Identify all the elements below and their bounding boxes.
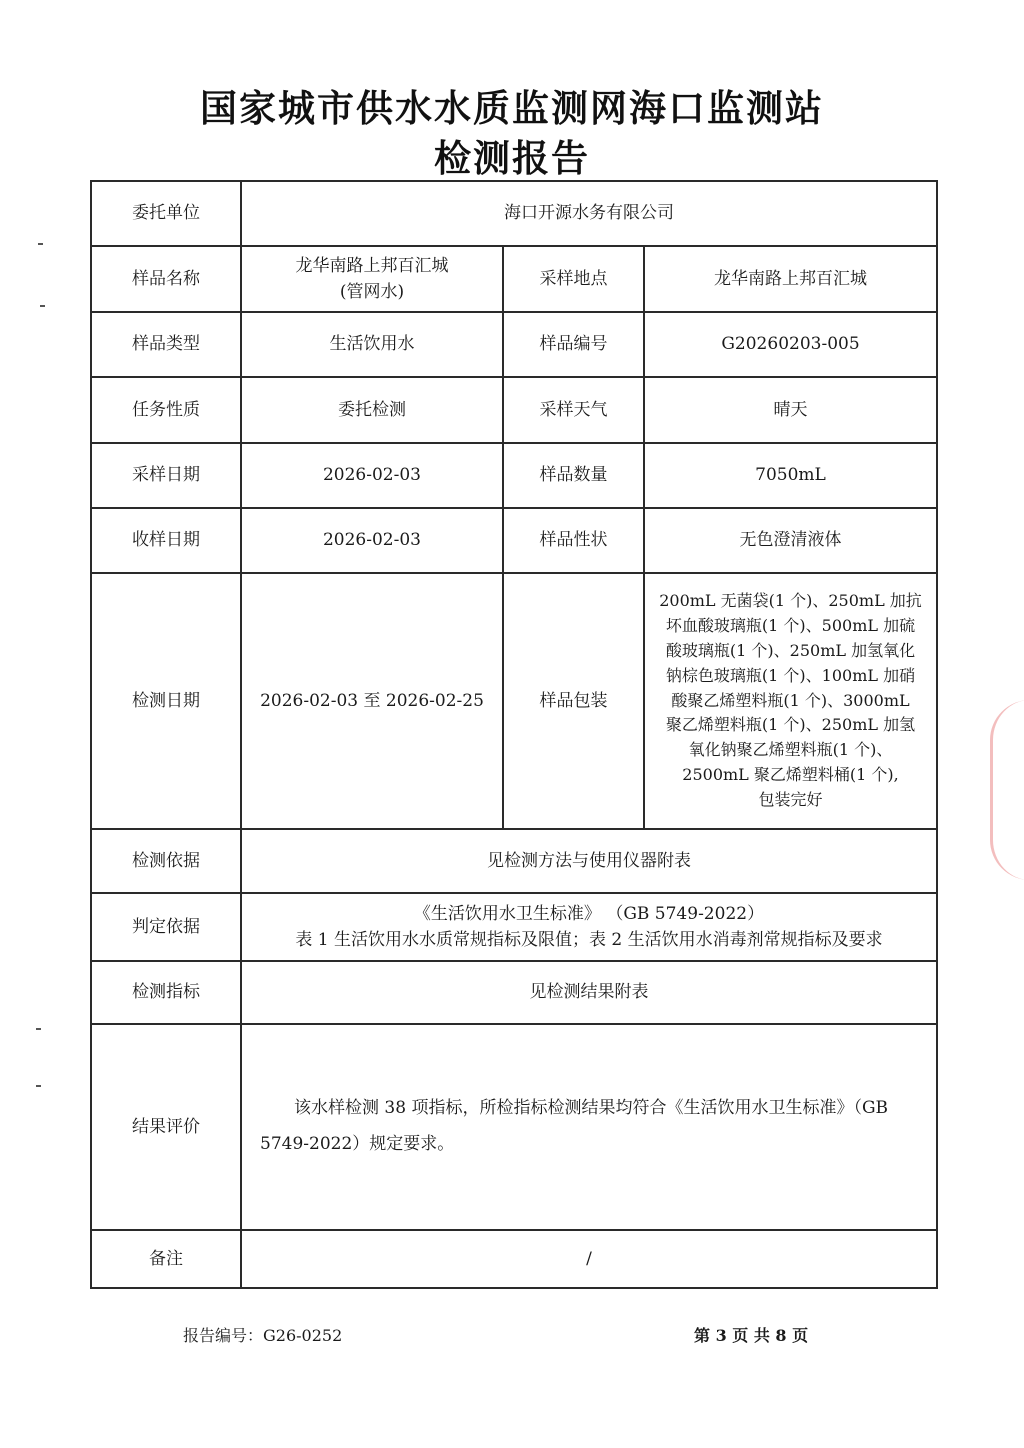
table-row [91, 377, 937, 443]
appearance-value: 无色澄清液体 [644, 508, 937, 573]
appearance-label: 样品性状 [503, 508, 644, 573]
sample-no-label: 样品编号 [503, 312, 644, 377]
scan-mark [40, 305, 45, 307]
report-title-line2: 检测报告 [434, 137, 590, 180]
report-number: 报告编号：G26-0252 [183, 1326, 343, 1345]
seal-stamp [990, 700, 1024, 880]
weather-value: 晴天 [644, 377, 937, 443]
indicators-value: 见检测结果附表 [241, 961, 937, 1024]
sample-type-label: 样品类型 [91, 312, 241, 377]
table-row [91, 508, 937, 573]
scan-mark [38, 243, 43, 245]
receipt-date-value: 2026-02-03 [241, 508, 503, 573]
page-indicator: 第 3 页 共 8 页 [694, 1326, 809, 1345]
sample-name-label: 样品名称 [91, 246, 241, 312]
evaluation-value: 该水样检测 38 项指标，所检指标检测结果均符合《生活饮用水卫生标准》（GB 5749-2022）规定要求。 [241, 1024, 937, 1230]
evaluation-label: 结果评价 [91, 1024, 241, 1230]
task-value: 委托检测 [241, 377, 503, 443]
test-date-label: 检测日期 [91, 573, 241, 829]
report-table [90, 180, 938, 1289]
sampling-site-label: 采样地点 [503, 246, 644, 312]
packaging-line: 酸玻璃瓶(1 个)、250mL 加氢氧化 [665, 641, 916, 660]
sample-type-value: 生活饮用水 [241, 312, 503, 377]
quantity-value: 7050mL [644, 443, 937, 508]
packaging-line: 坏血酸玻璃瓶(1 个)、500mL 加硫 [665, 616, 916, 636]
sampling-site-value: 龙华南路上邦百汇城 [644, 246, 937, 312]
packaging-line: 包装完好 [758, 789, 823, 809]
table-row [91, 246, 937, 312]
packaging-line: 酸聚乙烯塑料瓶(1 个)、3000mL [671, 690, 910, 710]
basis-value: 见检测方法与使用仪器附表 [241, 829, 937, 893]
table-row [91, 961, 937, 1024]
remarks-value: / [241, 1230, 937, 1288]
basis-label: 检测依据 [91, 829, 241, 893]
sample-no-value: G20260203-005 [644, 312, 937, 377]
table-row [91, 1230, 937, 1288]
sample-name-value [241, 246, 503, 312]
packaging-line: 钠棕色玻璃瓶(1 个)、100mL 加硝 [665, 665, 916, 685]
criteria-line2: 表 1 生活饮用水水质常规指标及限值；表 2 生活饮用水消毒剂常规指标及要求 [295, 930, 883, 950]
scan-mark [36, 1028, 41, 1030]
sample-name-line1: 龙华南路上邦百汇城 [295, 255, 449, 276]
client-value: 海口开源水务有限公司 [241, 181, 937, 246]
packaging-label: 样品包装 [503, 573, 644, 829]
criteria-line1: 《生活饮用水卫生标准》 （GB 5749-2022） [413, 903, 765, 924]
table-row [91, 443, 937, 508]
sample-name-line2: (管网水) [339, 282, 405, 302]
packaging-line: 聚乙烯塑料瓶(1 个)、250mL 加氢 [665, 715, 916, 735]
sampling-date-value: 2026-02-03 [241, 443, 503, 508]
table-row [91, 893, 937, 961]
table-row [91, 181, 937, 246]
client-label: 委托单位 [91, 181, 241, 246]
table-row [91, 312, 937, 377]
packaging-line: 200mL 无菌袋(1 个)、250mL 加抗 [659, 591, 922, 611]
quantity-label: 样品数量 [503, 443, 644, 508]
packaging-line: 2500mL 聚乙烯塑料桶(1 个), [682, 764, 899, 784]
table-row [91, 829, 937, 893]
scan-mark [36, 1085, 41, 1087]
remarks-label: 备注 [91, 1230, 241, 1288]
sampling-date-label: 采样日期 [91, 443, 241, 508]
table-row [91, 573, 937, 829]
packaging-value [644, 573, 937, 829]
weather-label: 采样天气 [503, 377, 644, 443]
report-title-line1: 国家城市供水水质监测网海口监测站 [200, 87, 824, 130]
packaging-line: 氧化钠聚乙烯塑料瓶(1 个)、 [688, 740, 893, 760]
table-row [91, 1024, 937, 1230]
task-label: 任务性质 [91, 377, 241, 443]
test-date-value: 2026-02-03 至 2026-02-25 [241, 573, 503, 829]
criteria-label: 判定依据 [91, 893, 241, 961]
criteria-value [241, 893, 937, 961]
indicators-label: 检测指标 [91, 961, 241, 1024]
receipt-date-label: 收样日期 [91, 508, 241, 573]
